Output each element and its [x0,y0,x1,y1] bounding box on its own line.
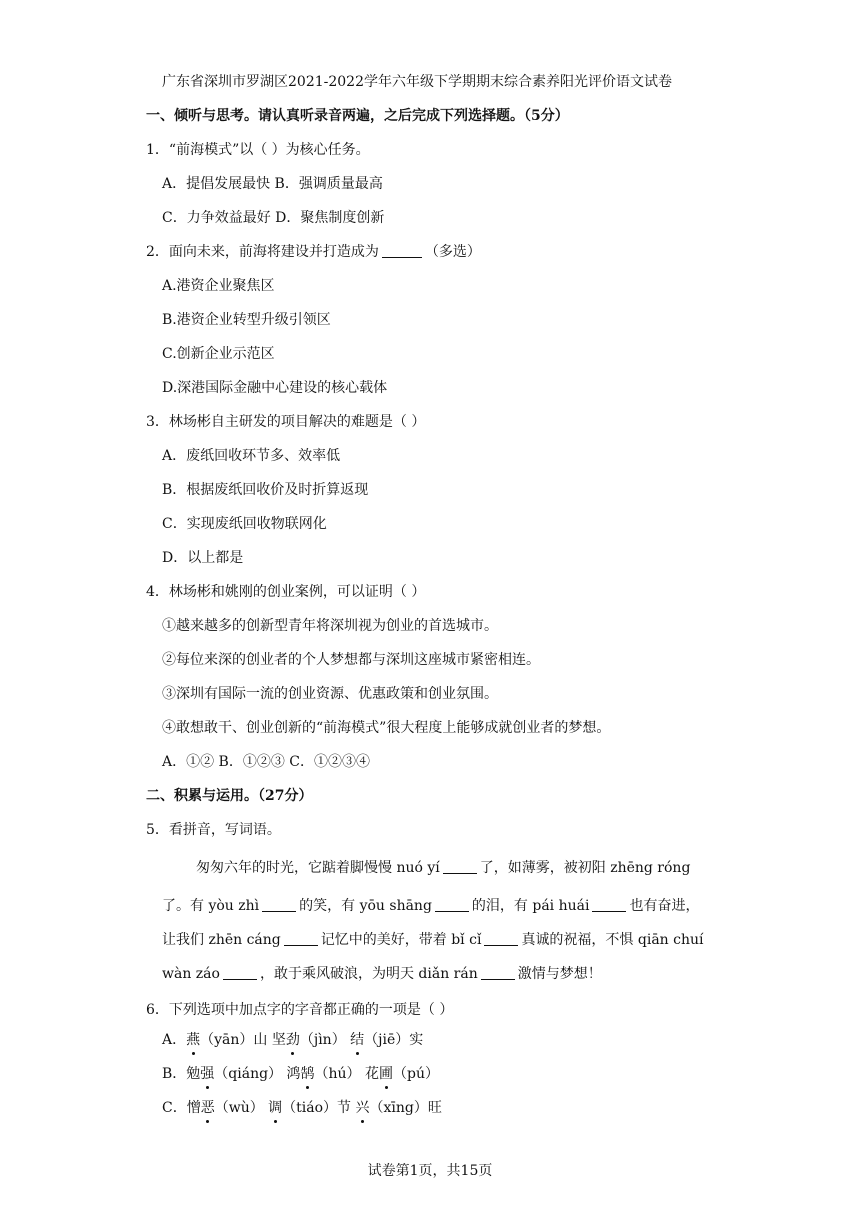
passage-text: 也有奋进， [629,898,700,914]
question-4-statement-1: ①越来越多的创新型青年将深圳视为创业的首选城市。 [162,618,498,634]
question-2-option-c: C.创新企业示范区 [162,346,275,362]
option-text: （tiáo）节 [282,1100,356,1116]
page-footer: 试卷第1页，共15页 [367,1163,493,1179]
dotted-character: 劲 [285,1032,300,1048]
question-2-option-a: A.港资企业聚焦区 [162,278,275,294]
option-text: C．憎 [162,1100,201,1116]
dotted-character: 调 [268,1100,283,1116]
answer-blank [262,897,296,912]
question-3-option-d: D．以上都是 [162,550,244,566]
question-4-statement-4: ④敢想敢干、创业创新的“前海模式”很大程度上能够成就创业者的梦想。 [162,720,611,736]
document-title: 广东省深圳市罗湖区2021-2022学年六年级下学期期末综合素养阳光评价语文试卷 [162,74,672,90]
passage-text: 的笑，有 yōu shāng [299,898,432,914]
passage-text: 了，如薄雾，被初阳 zhēng róng [479,860,691,876]
answer-blank [592,897,626,912]
option-text: （jiē）实 [364,1032,424,1048]
section-1-heading: 一、倾听与思考。请认真听录音两遍，之后完成下列选择题。（5分） [146,108,569,124]
answer-blank [223,965,257,980]
question-3-option-c: C．实现废纸回收物联网化 [162,516,327,532]
passage-line-4 [162,964,602,984]
question-3-option-b: B．根据废纸回收价及时折算返现 [162,482,369,498]
passage-text: ，敢于乘风破浪，为明天 diǎn rán [259,966,478,982]
answer-blank [435,897,469,912]
option-text: A． [162,1032,187,1048]
passage-text: 记忆中的美好，带着 bǐ cǐ [320,932,482,948]
question-4-statement-3: ③深圳有国际一流的创业资源、优惠政策和创业氛围。 [162,686,498,702]
question-2-option-d: D.深港国际金融中心建设的核心载体 [162,380,388,396]
answer-blank [443,859,477,874]
option-text: B．勉 [162,1066,201,1082]
dotted-character: 燕 [186,1032,201,1048]
option-text: （qiáng） 鸿 [214,1066,301,1082]
option-text: （pú） [393,1066,439,1082]
passage-text: 匆匆六年的时光，它踮着脚慢慢 nuó yí [196,860,440,876]
answer-blank [481,965,515,980]
dotted-character: 结 [350,1032,365,1048]
question-1-options-cd: C．力争效益最好 D．聚焦制度创新 [162,210,385,226]
passage-text: 激情与梦想！ [517,966,602,982]
passage-text: 了。有 yòu zhì [162,898,260,914]
question-6-option-c [162,1098,442,1118]
passage-text: 让我们 zhēn cáng [162,932,281,948]
question-2-text: 2．面向未来，前海将建设并打造成为 [146,244,379,260]
question-6-option-b [162,1064,439,1084]
dotted-character: 圃 [379,1066,393,1082]
question-4: 4．林场彬和姚刚的创业案例，可以证明（ ） [146,584,426,600]
passage-line-1 [196,858,690,878]
option-text: （wù） [214,1100,269,1116]
dotted-character: 恶 [200,1100,215,1116]
question-1: 1．“前海模式”以（ ）为核心任务。 [146,142,370,158]
question-2-option-b: B.港资企业转型升级引领区 [162,312,331,328]
question-2 [146,242,481,262]
dotted-character: 鹄 [300,1066,315,1082]
answer-blank [284,931,318,946]
question-3-option-a: A．废纸回收环节多、效率低 [162,448,341,464]
question-3: 3．林场彬自主研发的项目解决的难题是（ ） [146,414,426,430]
question-5: 5．看拼音，写词语。 [146,822,281,838]
option-text: （xīng）旺 [369,1100,442,1116]
option-text: （jìn） [299,1032,351,1048]
section-2-heading: 二、积累与运用。（27分） [146,788,313,804]
answer-blank [382,243,422,258]
passage-line-2 [162,896,699,916]
question-6: 6．下列选项中加点字的字音都正确的一项是（ ） [146,1002,454,1018]
answer-blank [484,931,518,946]
dotted-character: 强 [200,1066,215,1082]
question-1-options-ab: A．提倡发展最快 B．强调质量最高 [162,176,383,192]
question-2-suffix: （多选） [424,244,481,260]
option-text: （yān）山 坚 [200,1032,286,1048]
passage-text: 真诚的祝福，不惧 qiān chuí [521,932,704,948]
dotted-character: 兴 [355,1100,370,1116]
passage-text: wàn záo [162,966,220,982]
passage-text: 的泪，有 pái huái [471,898,590,914]
passage-line-3 [162,930,704,950]
question-6-option-a [162,1030,423,1050]
option-text: （hú） 花 [314,1066,379,1082]
question-4-statement-2: ②每位来深的创业者的个人梦想都与深圳这座城市紧密相连。 [162,652,540,668]
question-4-options: A．①② B．①②③ C．①②③④ [162,754,371,770]
